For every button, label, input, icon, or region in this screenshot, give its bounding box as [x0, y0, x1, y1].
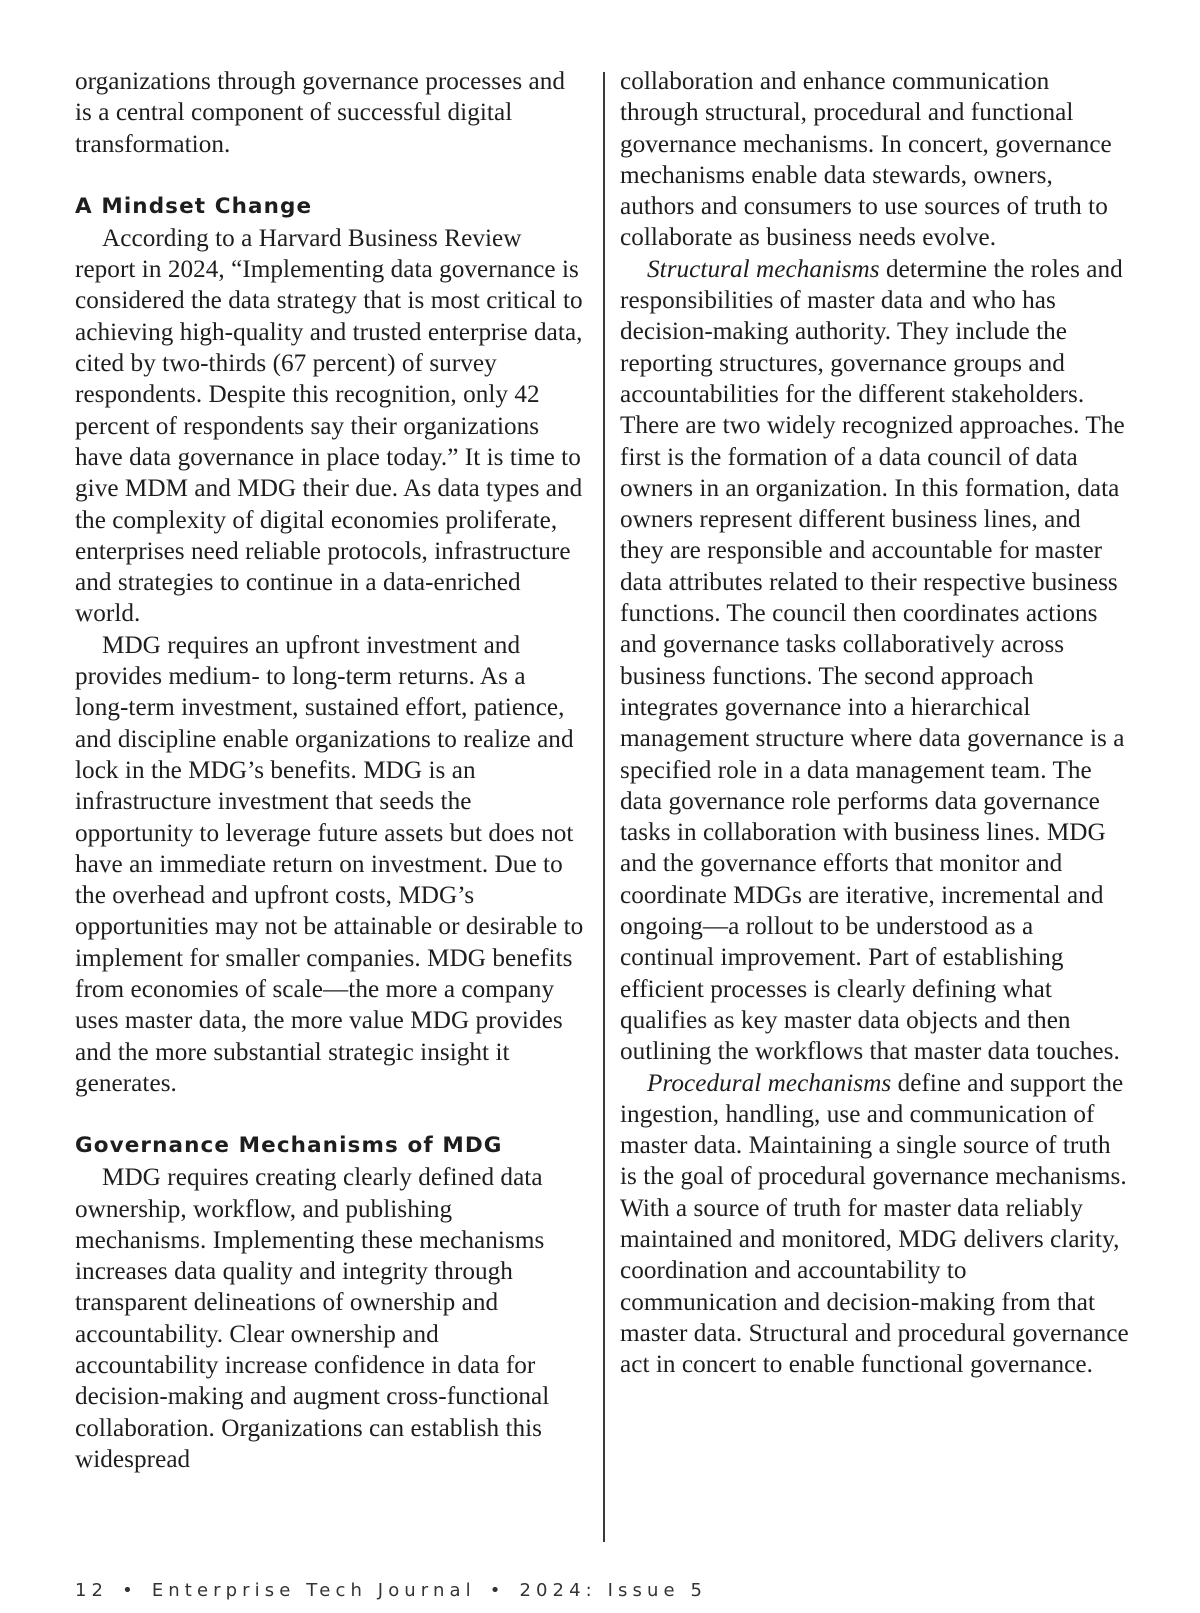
right-column: [620, 66, 1130, 1380]
body-paragraph: MDG requires an upfront investment and provides medium- to long-term returns. As a long-term investment, sustained effort, patience, and discipline enable organizations to realize and lock in the MDG’s benefits. MDG is an infrastructure investment that seeds the opportunity to leverage future assets but does not have an immediate return on investment. Due to the overhead and upfront costs, MDG’s opportunities may not be attainable or desirable to implement for smaller companies. MDG benefits from economies of scale—the more a company uses master data, the more value MDG provides and the more substantial strategic insight it generates.: [75, 631, 584, 1097]
intro-paragraph: organizations through governance processes and is a central component of successful digital transformation.: [75, 68, 566, 158]
body-paragraph-structural: [620, 254, 1130, 1068]
footer-separator: •: [489, 1580, 506, 1601]
page-footer: [75, 1580, 707, 1601]
section-heading-mindset-change: A Mindset Change: [75, 193, 313, 219]
body-text: define and support the ingestion, handling, use and communication of master data. Maintaining a single source of truth is the goal of procedural governance mechanisms. With a source of truth for master data reliably maintained and monitored, MDG delivers clarity, coordination and accountability to communication and decision-making from that master data. Structural and procedural governance act in concert to enable functional governance.: [620, 1069, 1129, 1379]
publication-name: Enterprise Tech Journal: [151, 1580, 476, 1601]
body-text: determine the roles and responsibilities of master data and who has decision-making authority. They include the reporting structures, governance groups and accountabilities for the different stakeholders. There are two widely recognized approaches. The first is the formation of a data council of data owners in an organization. In this formation, data owners represent different business lines, and they are responsible and accountable for master data attributes related to their respective business functions. The council then coordinates actions and governance tasks collaboratively across business functions. The second approach integrates governance into a hierarchical management structure where data governance is a specified role in a data management team. The data governance role performs data governance tasks in collaboration with business lines. MDG and the governance efforts that monitor and coordinate MDGs are iterative, incremental and ongoing—a rollout to be understood as a continual improvement. Part of establishing efficient processes is clearly defining what qualifies as key master data objects and then outlining the workflows that master data touches.: [620, 255, 1125, 1066]
continuation-paragraph: collaboration and enhance communication through structural, procedural and functional governance mechanisms. In concert, governance mechanisms enable data stewards, owners, authors and consumers to use sources of truth to collaborate as business needs evolve.: [620, 68, 1112, 252]
footer-separator: •: [122, 1580, 138, 1601]
body-paragraph: According to a Harvard Business Review report in 2024, “Implementing data governance is considered the data strategy that is most critical to achieving high-quality and trusted enterprise data, cited by two-thirds (67 percent) of survey respondents. Despite this recognition, only 42 percent of respondents say their organizations have data governance in place today.” It is time to give MDM and MDG their due. As data types and the complexity of digital economies proliferate, enterprises need reliable protocols, infrastructure and strategies to continue in a data-enriched world.: [75, 224, 583, 628]
page-number: 12: [75, 1580, 109, 1601]
term-procedural-mechanisms: Procedural mechanisms: [647, 1069, 892, 1097]
term-structural-mechanisms: Structural mechanisms: [647, 255, 880, 283]
section-heading-governance-mechanisms: Governance Mechanisms of MDG: [75, 1133, 503, 1159]
issue-label: 2024: Issue 5: [519, 1580, 708, 1601]
body-paragraph-procedural: [620, 1068, 1130, 1381]
column-divider: [603, 72, 605, 1542]
body-paragraph: MDG requires creating clearly defined data ownership, workflow, and publishing mechanisms. Implementing these mechanisms increases data quality and integrity through transparent delineations of ownership and accountability. Clear ownership and accountability increase confidence in data for decision-making and augment cross-functional collaboration. Organizations can establish this widespread: [75, 1164, 550, 1473]
left-column: [75, 66, 585, 1475]
